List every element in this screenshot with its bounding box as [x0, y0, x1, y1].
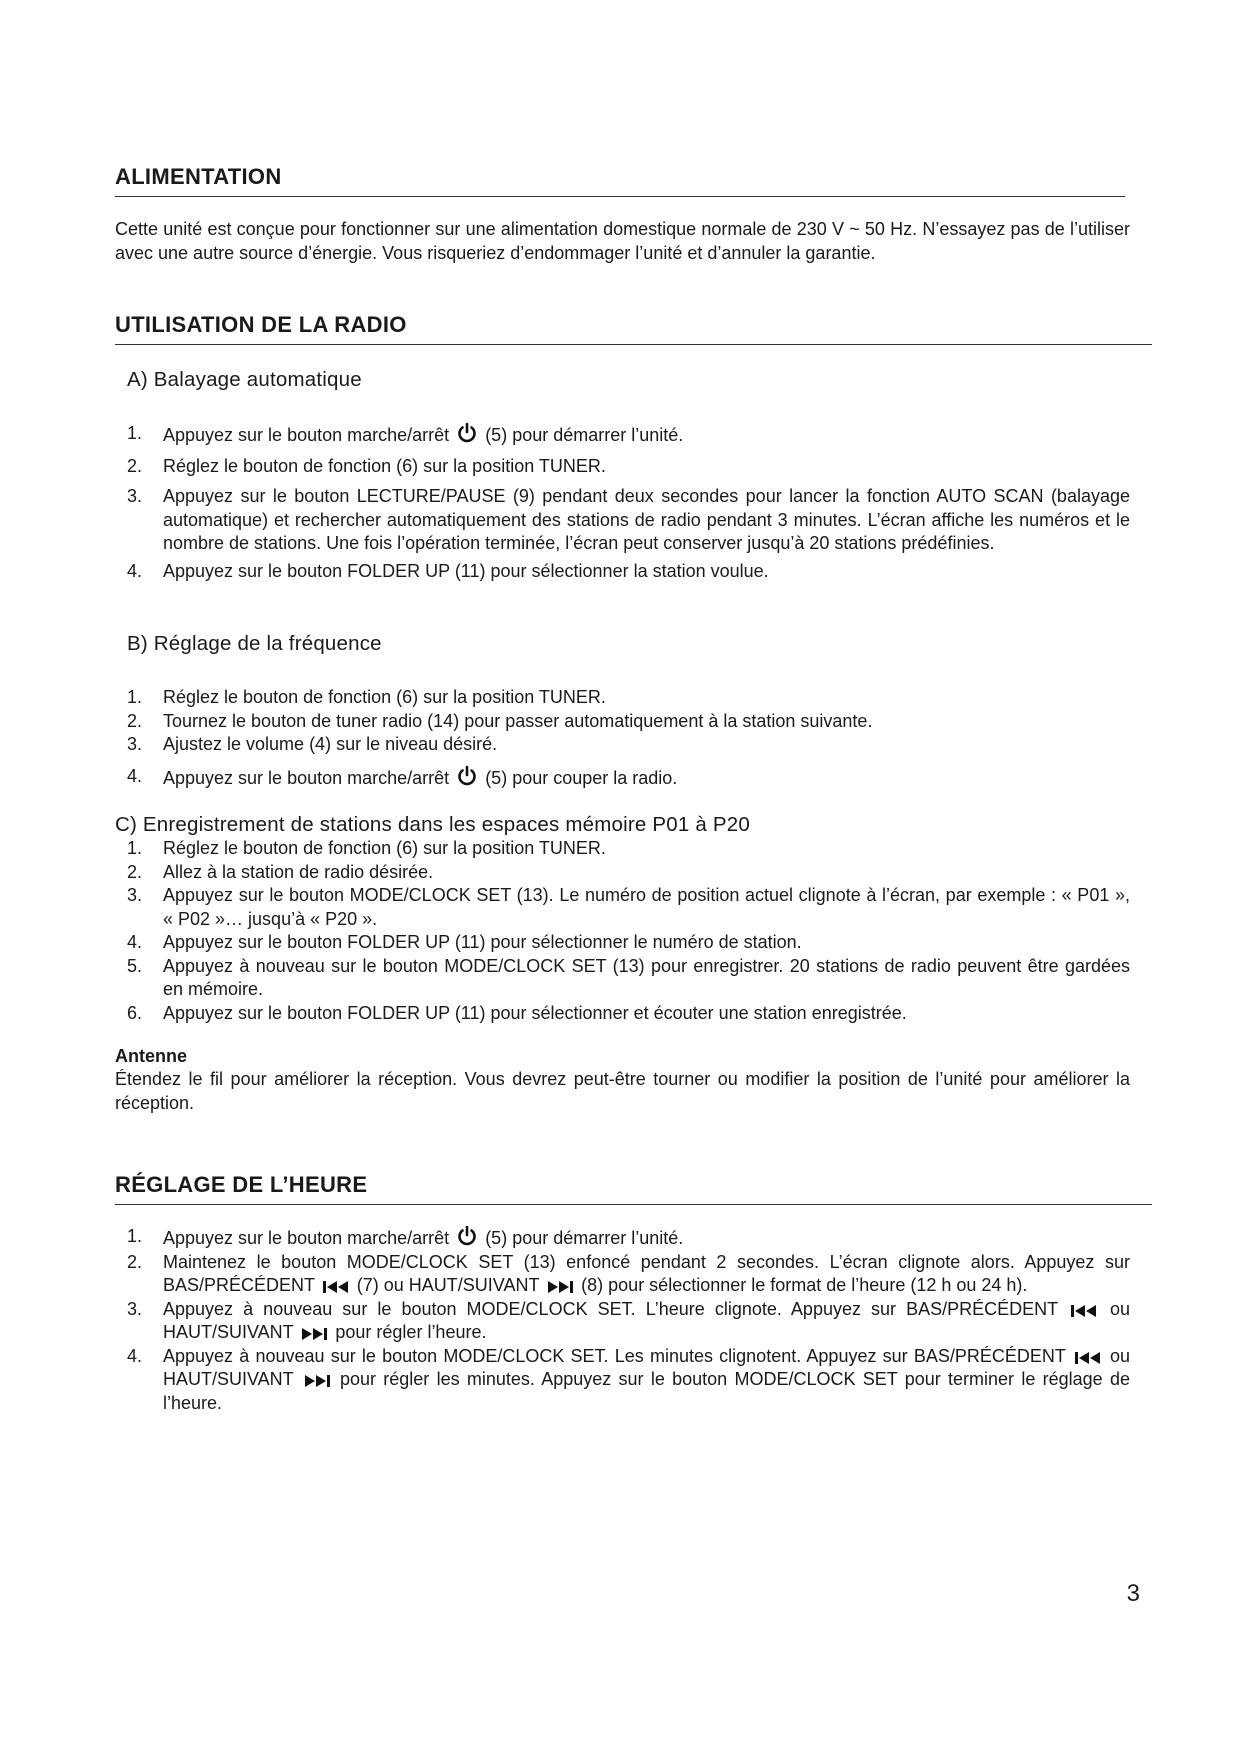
step-text: Appuyez sur le bouton FOLDER UP (11) pour sélectionner la station voulue. — [163, 560, 769, 581]
step-number: 2. — [127, 455, 143, 476]
next-track-icon — [546, 1280, 574, 1294]
step-text: ou HAUT/SUIVANT — [163, 1345, 1130, 1389]
list-item — [115, 710, 1130, 734]
list-item — [115, 765, 1130, 791]
list-item — [115, 931, 1130, 955]
power-paragraph: Cette unité est conçue pour fonctionner sur une alimentation domestique normale de 230 V ~ 50 Hz. N’essayez pas de l’utiliser avec une autre source d’énergie. Vous risqueriez d’endommager l’unité et d’annuler la garantie. — [115, 219, 1130, 263]
step-text: Maintenez le bouton MODE/CLOCK SET (13) enfoncé pendant 2 secondes. L’écran clignote alors. Appuyez sur BAS/PRÉCÉDENT — [163, 1251, 1130, 1295]
list-item — [115, 686, 1130, 710]
step-number: 4. — [127, 765, 143, 786]
step-text: Ajustez le volume (4) sur le niveau désiré. — [163, 734, 498, 754]
step-number: 4. — [127, 1345, 143, 1366]
step-number: 2. — [127, 861, 143, 882]
step-text: Allez à la station de radio désirée. — [163, 861, 434, 882]
step-text: pour régler les minutes. Appuyez sur le bouton MODE/CLOCK SET pour terminer le réglage de l’heure. — [163, 1369, 1130, 1413]
list-item — [115, 560, 1130, 584]
subsection-title-auto-scan: A) Balayage automatique — [127, 368, 362, 391]
subsection-title-memory: C) Enregistrement de stations dans les espaces mémoire P01 à P20 — [115, 813, 750, 836]
list-item — [115, 455, 1130, 479]
steps-clock — [115, 1225, 1130, 1415]
list-item — [115, 422, 1130, 448]
step-number: 5. — [127, 955, 143, 976]
list-item — [115, 1251, 1130, 1298]
steps-frequency — [115, 686, 1130, 790]
step-text: pour régler l’heure. — [335, 1322, 487, 1342]
step-text: Appuyez sur le bouton marche/arrêt — [163, 767, 450, 788]
antenna-title: Antenne — [115, 1046, 187, 1066]
step-number: 4. — [127, 932, 143, 952]
list-item — [115, 861, 1130, 885]
steps-auto-scan — [115, 422, 1130, 583]
step-text: Réglez le bouton de fonction (6) sur la position TUNER. — [163, 455, 606, 476]
list-item — [115, 837, 1130, 861]
next-track-icon — [303, 1374, 331, 1388]
step-number: 3. — [127, 1298, 143, 1319]
step-number: 6. — [127, 1002, 143, 1023]
list-item — [115, 733, 1130, 757]
step-text: (5) pour démarrer l’unité. — [485, 1228, 684, 1248]
step-text: Tournez le bouton de tuner radio (14) pour passer automatiquement à la station suivante. — [163, 710, 873, 731]
step-text: (5) pour couper la radio. — [485, 767, 678, 788]
step-text: Appuyez à nouveau sur le bouton MODE/CLOCK SET. Les minutes clignotent. Appuyez sur BAS/PRÉCÉDENT — [163, 1345, 1066, 1366]
power-icon — [456, 422, 478, 444]
document-page — [115, 0, 1145, 1755]
step-number: 4. — [127, 560, 143, 581]
list-item — [115, 1225, 1130, 1251]
step-text: Appuyez sur le bouton FOLDER UP (11) pour sélectionner et écouter une station enregistrée. — [163, 1002, 907, 1023]
next-track-icon — [300, 1327, 328, 1341]
subsection-title-frequency: B) Réglage de la fréquence — [127, 632, 382, 655]
step-text: (5) pour démarrer l’unité. — [485, 425, 684, 445]
list-item — [115, 884, 1130, 931]
step-number: 2. — [127, 1251, 143, 1272]
step-text: Appuyez sur le bouton FOLDER UP (11) pour sélectionner le numéro de station. — [163, 932, 802, 952]
power-icon — [456, 1225, 478, 1247]
step-number: 1. — [127, 1226, 143, 1246]
step-text: (7) ou HAUT/SUIVANT — [356, 1275, 540, 1295]
step-text: Appuyez sur le bouton marche/arrêt — [163, 425, 450, 445]
section-title-clock: RÉGLAGE DE L’HEURE — [115, 1172, 1152, 1205]
step-text: ou HAUT/SUIVANT — [163, 1298, 1130, 1342]
step-text: Appuyez sur le bouton marche/arrêt — [163, 1228, 450, 1248]
step-number: 1. — [127, 423, 143, 443]
previous-track-icon — [1074, 1351, 1102, 1365]
step-number: 1. — [127, 838, 143, 858]
step-number: 2. — [127, 710, 143, 731]
step-text: Réglez le bouton de fonction (6) sur la position TUNER. — [163, 838, 606, 858]
step-number: 3. — [127, 734, 143, 754]
power-icon — [456, 765, 478, 787]
section-title-radio: UTILISATION DE LA RADIO — [115, 312, 1152, 345]
list-item — [115, 955, 1130, 1002]
list-item — [115, 485, 1130, 556]
step-number: 3. — [127, 486, 143, 506]
page-number: 3 — [1126, 1580, 1140, 1607]
section-title-power: ALIMENTATION — [115, 164, 1125, 197]
step-text: Appuyez sur le bouton MODE/CLOCK SET (13). Le numéro de position actuel clignote à l’écran, par exemple : « P01 », « P02 »… jusqu’à « P20 ». — [163, 885, 1130, 929]
step-text: Appuyez à nouveau sur le bouton MODE/CLOCK SET. L’heure clignote. Appuyez sur BAS/PRÉCÉDENT — [163, 1298, 1058, 1319]
steps-memory — [115, 837, 1130, 1025]
step-text: (8) pour sélectionner le format de l’heure (12 h ou 24 h). — [581, 1275, 1028, 1295]
step-text: Appuyez à nouveau sur le bouton MODE/CLOCK SET (13) pour enregistrer. 20 stations de radio peuvent être gardées en mémoire. — [163, 955, 1130, 999]
step-text: Réglez le bouton de fonction (6) sur la position TUNER. — [163, 687, 606, 707]
previous-track-icon — [1070, 1304, 1098, 1318]
list-item — [115, 1345, 1130, 1416]
step-text: Appuyez sur le bouton LECTURE/PAUSE (9) pendant deux secondes pour lancer la fonction AUTO SCAN (balayage automatique) et rechercher automatiquement des stations de radio pendant 3 minutes. L’écran affiche les numéros et le nombre de stations. Une fois l’opération terminée, l’écran peut conserver jusqu’à 20 stations prédéfinies. — [163, 486, 1130, 553]
step-number: 3. — [127, 885, 143, 905]
list-item — [115, 1002, 1130, 1026]
previous-track-icon — [322, 1280, 350, 1294]
step-number: 1. — [127, 687, 143, 707]
antenna-paragraph: Étendez le fil pour améliorer la réception. Vous devrez peut-être tourner ou modifier la position de l’unité pour améliorer la réception. — [115, 1069, 1130, 1113]
list-item — [115, 1298, 1130, 1345]
